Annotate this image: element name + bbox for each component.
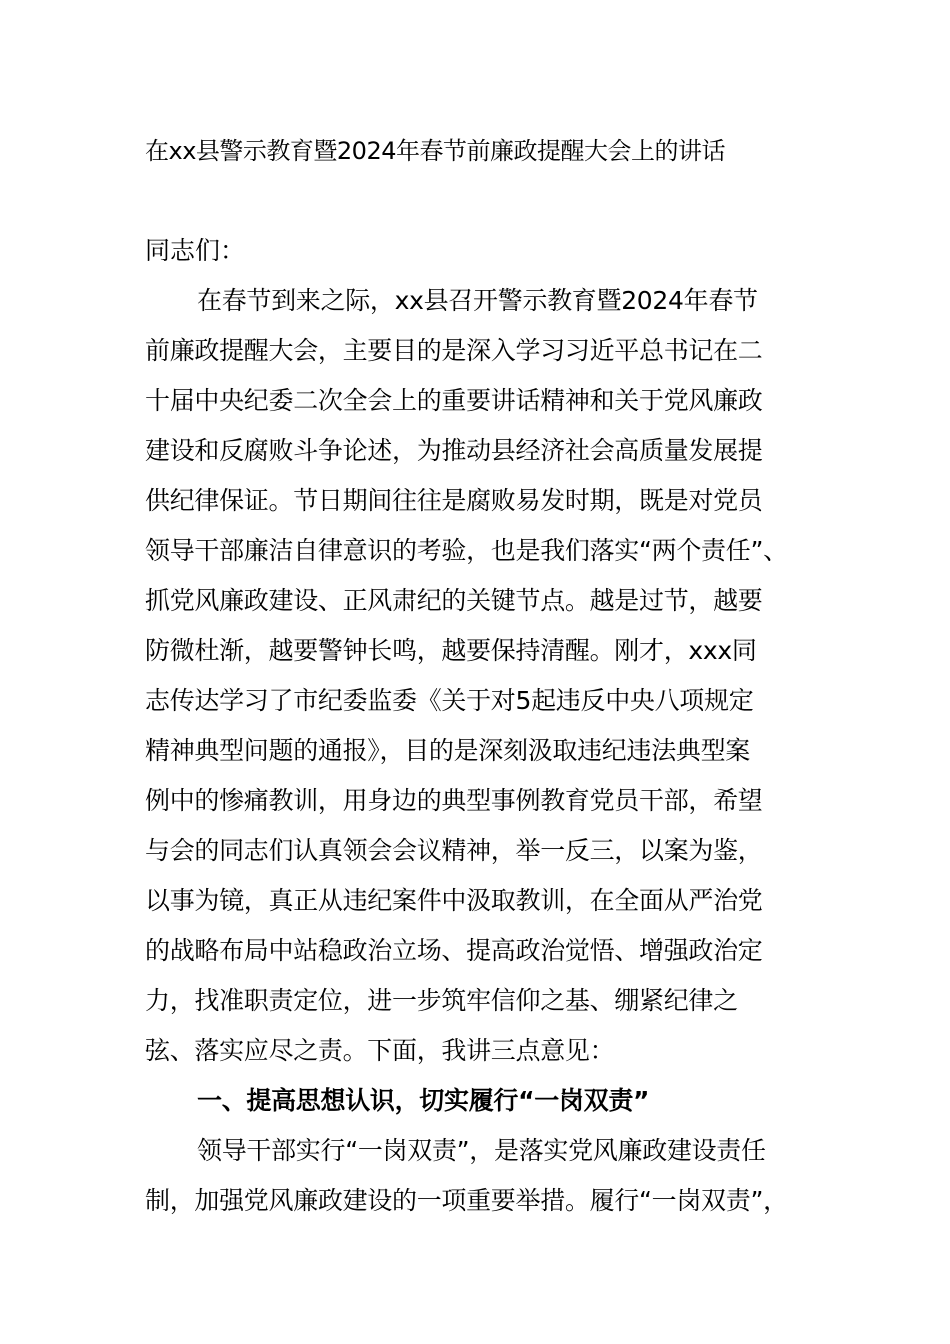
- paragraph-line: 志传达学习了市纪委监委《关于对5起违反中央八项规定: [145, 686, 754, 715]
- paragraph-line: 领导干部实行“一岗双责”，是落实党风廉政建设责任: [197, 1136, 766, 1165]
- paragraph-line: 精神典型问题的通报》，目的是深刻汲取违纪违法典型案: [145, 736, 751, 765]
- document-title: 在xx县警示教育暨2024年春节前廉政提醒大会上的讲话: [145, 137, 725, 165]
- paragraph-line: 的战略布局中站稳政治立场、提高政治觉悟、增强政治定: [145, 936, 763, 965]
- paragraph-line: 抓党风廉政建设、正风肃纪的关键节点。越是过节，越要: [145, 586, 763, 615]
- paragraph-line: 建设和反腐败斗争论述，为推动县经济社会高质量发展提: [145, 436, 763, 465]
- paragraph-line: 供纪律保证。节日期间往往是腐败易发时期，既是对党员: [145, 486, 763, 515]
- paragraph-line: 防微杜渐，越要警钟长鸣，越要保持清醒。刚才，xxx同: [145, 636, 757, 665]
- paragraph-line: 力，找准职责定位，进一步筑牢信仰之基、绷紧纪律之: [145, 986, 738, 1015]
- paragraph-line: 制，加强党风廉政建设的一项重要举措。履行“一岗双责”，: [145, 1186, 788, 1215]
- salutation: 同志们：: [145, 236, 246, 265]
- paragraph-line: 领导干部廉洁自律意识的考验，也是我们落实“两个责任”、: [145, 536, 788, 565]
- paragraph-line: 例中的惨痛教训，用身边的典型事例教育党员干部，希望: [145, 786, 763, 815]
- section-heading: 一、提高思想认识，切实履行“一岗双责”: [197, 1086, 650, 1115]
- paragraph-line: 前廉政提醒大会，主要目的是深入学习习近平总书记在二: [145, 336, 763, 365]
- paragraph-line: 与会的同志们认真领会会议精神，举一反三，以案为鉴，: [145, 836, 763, 865]
- paragraph-line: 在春节到来之际，xx县召开警示教育暨2024年春节: [197, 286, 758, 315]
- paragraph-line: 以事为镜，真正从违纪案件中汲取教训，在全面从严治党: [145, 886, 763, 915]
- paragraph-line: 弦、落实应尽之责。下面，我讲三点意见：: [145, 1036, 615, 1065]
- paragraph-line: 十届中央纪委二次全会上的重要讲话精神和关于党风廉政: [145, 386, 763, 415]
